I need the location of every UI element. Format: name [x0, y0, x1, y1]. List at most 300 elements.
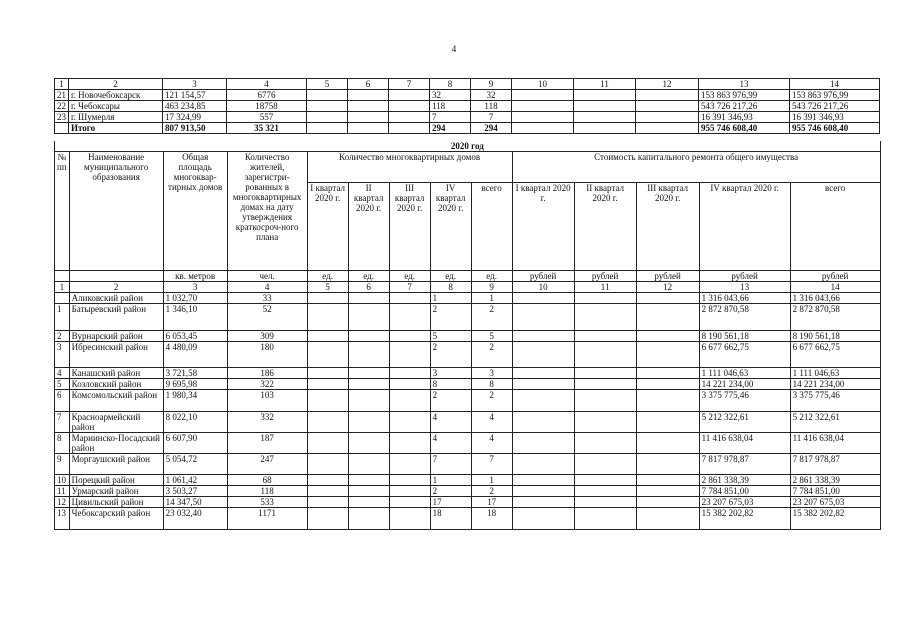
cell-area: 6 053,45	[163, 331, 227, 342]
cell-c4: 15 382 202,82	[699, 508, 790, 530]
cell-c3	[636, 508, 699, 530]
cell-total: 18	[471, 508, 512, 530]
cell-c1	[512, 412, 574, 433]
header-name: Наименование муниципального образования	[69, 152, 163, 271]
column-number: 9	[471, 79, 512, 90]
cell-name: Мариинско-Посадский район	[69, 433, 163, 454]
cell-n: 2	[55, 331, 70, 342]
cell-c3	[636, 486, 699, 497]
cell-c1	[512, 293, 574, 304]
table-row	[55, 497, 881, 508]
cell-q4: 7	[430, 112, 471, 123]
cell-c4: 14 221 234,00	[699, 379, 790, 390]
cell-residents: 18758	[227, 101, 307, 112]
header-c2: II квартал 2020 г.	[574, 183, 636, 271]
cell-residents: 103	[227, 390, 307, 412]
cell-ctotal: 15 382 202,82	[790, 508, 880, 530]
cell-total: 17	[471, 497, 512, 508]
cell-n: 5	[55, 379, 70, 390]
cell-c1	[512, 331, 574, 342]
cell-q2	[348, 433, 389, 454]
cell-q4: 1	[430, 293, 471, 304]
cell-residents: 35 321	[227, 123, 307, 134]
header-q3: III квартал 2020 г.	[389, 183, 430, 271]
cell-q4: 2	[430, 390, 471, 412]
cell-residents: 309	[227, 331, 307, 342]
cell-c4: 2 861 338,39	[699, 475, 790, 486]
cell-residents: 533	[227, 497, 307, 508]
cell-total: 7	[471, 454, 512, 475]
table-row	[55, 508, 881, 530]
column-number: 1	[55, 282, 70, 293]
cell-q1	[307, 331, 348, 342]
cell-c4: 8 190 561,18	[699, 331, 790, 342]
cell-q1	[307, 486, 348, 497]
cell-q2	[348, 379, 389, 390]
cell-c4: 1 316 043,66	[699, 293, 790, 304]
cell-q2	[348, 475, 389, 486]
cell-ctotal: 23 207 675,03	[790, 497, 880, 508]
column-number: 1	[55, 79, 69, 90]
cell-residents: 557	[227, 112, 307, 123]
table-row	[55, 293, 881, 304]
cell-q4: 32	[430, 90, 471, 101]
cell-n: 11	[55, 486, 70, 497]
cell-c3	[636, 433, 699, 454]
cell-q2	[348, 412, 389, 433]
table-row	[55, 123, 880, 134]
cell-ctotal: 6 677 662,75	[790, 342, 880, 368]
cell-q1	[307, 433, 348, 454]
column-number: 4	[227, 79, 307, 90]
cell-c1	[512, 112, 574, 123]
unit-q4: ед.	[430, 271, 471, 282]
cell-q2	[348, 90, 389, 101]
column-number: 3	[163, 79, 227, 90]
cell-residents: 322	[227, 379, 307, 390]
column-number: 5	[307, 79, 348, 90]
cell-total: 2	[471, 342, 512, 368]
cell-ctotal: 3 375 775,46	[790, 390, 880, 412]
cell-area: 8 022,10	[163, 412, 227, 433]
column-number: 3	[163, 282, 227, 293]
column-number: 12	[636, 282, 699, 293]
cell-c4: 955 746 608,40	[699, 123, 790, 134]
cell-residents: 33	[227, 293, 307, 304]
cell-c2	[574, 390, 636, 412]
header-houses-group: Количество многоквартирных домов	[307, 152, 512, 183]
cell-q3	[389, 304, 430, 331]
cell-name: г. Новочебоксарск	[69, 90, 163, 101]
column-number: 13	[699, 282, 790, 293]
cell-ctotal: 14 221 234,00	[790, 379, 880, 390]
cell-q3	[389, 123, 430, 134]
cell-c2	[574, 508, 636, 530]
cell-q1	[307, 90, 348, 101]
cell-residents: 6776	[227, 90, 307, 101]
cell-q4: 2	[430, 486, 471, 497]
cell-q2	[348, 368, 389, 379]
cell-n: 1	[55, 304, 70, 331]
cell-total: 7	[471, 112, 512, 123]
cell-c3	[636, 454, 699, 475]
cell-area: 14 347,50	[163, 497, 227, 508]
cell-c1	[512, 90, 574, 101]
cell-c1	[512, 304, 574, 331]
cell-q2	[348, 508, 389, 530]
cell-c3	[636, 390, 699, 412]
cell-q4: 1	[430, 475, 471, 486]
cell-c3	[636, 90, 699, 101]
cell-c2	[574, 90, 636, 101]
cell-q4: 7	[430, 454, 471, 475]
cell-c3	[636, 342, 699, 368]
unit-num	[55, 271, 70, 282]
header-c3: III квартал 2020 г.	[636, 183, 699, 271]
cell-ctotal: 2 861 338,39	[790, 475, 880, 486]
cell-total: 4	[471, 433, 512, 454]
cell-c1	[512, 475, 574, 486]
cell-c2	[574, 331, 636, 342]
cell-n: 4	[55, 368, 70, 379]
cell-name: Красноармейский район	[69, 412, 163, 433]
column-number: 13	[699, 79, 790, 90]
cell-q2	[348, 390, 389, 412]
cell-name: Итого	[69, 123, 163, 134]
cell-q4: 4	[430, 412, 471, 433]
cell-q3	[389, 486, 430, 497]
cell-c1	[512, 390, 574, 412]
cell-total: 1	[471, 293, 512, 304]
cell-q3	[389, 101, 430, 112]
cell-c1	[512, 508, 574, 530]
cell-c1	[512, 454, 574, 475]
cell-q4: 5	[430, 331, 471, 342]
cell-q2	[348, 123, 389, 134]
cell-name: Комсомольский район	[69, 390, 163, 412]
table-row	[55, 390, 881, 412]
cell-q1	[307, 101, 348, 112]
cell-c1	[512, 497, 574, 508]
cell-c3	[636, 123, 699, 134]
cell-q1	[307, 497, 348, 508]
cell-q1	[307, 293, 348, 304]
cell-name: г. Шумерля	[69, 112, 163, 123]
cell-ctotal: 5 212 322,61	[790, 412, 880, 433]
cell-q2	[348, 112, 389, 123]
cell-c4: 7 784 851,00	[699, 486, 790, 497]
cell-ctotal: 955 746 608,40	[790, 123, 880, 134]
cell-q4: 2	[430, 342, 471, 368]
unit-q2: ед.	[348, 271, 389, 282]
year-heading-row	[55, 141, 881, 152]
cell-q3	[389, 379, 430, 390]
table-row	[55, 304, 881, 331]
column-number: 5	[307, 282, 348, 293]
cell-q3	[389, 112, 430, 123]
cell-c1	[512, 433, 574, 454]
cell-c2	[574, 101, 636, 112]
unit-c2: рублей	[574, 271, 636, 282]
column-number: 4	[227, 282, 307, 293]
cell-c3	[636, 304, 699, 331]
header-total: всего	[471, 183, 512, 271]
cell-c2	[574, 454, 636, 475]
table-row	[55, 454, 881, 475]
cell-q3	[389, 331, 430, 342]
cell-residents: 52	[227, 304, 307, 331]
table-row	[55, 486, 881, 497]
cell-q2	[348, 304, 389, 331]
cell-name: Чебоксарский район	[69, 508, 163, 530]
cell-name: Козловский район	[69, 379, 163, 390]
cell-area: 1 980,34	[163, 390, 227, 412]
header-c4: IV квартал 2020 г.	[699, 183, 790, 271]
table-row	[55, 433, 881, 454]
cell-area: 1 346,10	[163, 304, 227, 331]
cell-area: 463 234,85	[163, 101, 227, 112]
cell-n: 3	[55, 342, 70, 368]
cell-c4: 2 872 870,58	[699, 304, 790, 331]
cell-q1	[307, 112, 348, 123]
table-row	[55, 368, 881, 379]
column-number: 7	[389, 79, 430, 90]
cell-name: Батыревский район	[69, 304, 163, 331]
cell-q2	[348, 454, 389, 475]
cell-q1	[307, 412, 348, 433]
cell-area: 17 324,99	[163, 112, 227, 123]
cell-q3	[389, 368, 430, 379]
cell-q4: 4	[430, 433, 471, 454]
header-num: № пп	[55, 152, 70, 271]
cell-q4: 3	[430, 368, 471, 379]
column-number: 14	[790, 79, 880, 90]
column-number: 7	[389, 282, 430, 293]
cell-q3	[389, 412, 430, 433]
table-row	[55, 379, 881, 390]
cell-q1	[307, 342, 348, 368]
unit-name	[69, 271, 163, 282]
column-number: 11	[574, 79, 636, 90]
column-number: 12	[636, 79, 699, 90]
table-row	[55, 90, 880, 101]
cell-q3	[389, 342, 430, 368]
cell-name: Порецкий район	[69, 475, 163, 486]
cell-ctotal: 2 872 870,58	[790, 304, 880, 331]
top-column-numbers-row	[55, 79, 880, 90]
cell-q1	[307, 390, 348, 412]
cell-name: Моргаушский район	[69, 454, 163, 475]
cell-total: 2	[471, 486, 512, 497]
cell-residents: 118	[227, 486, 307, 497]
cell-n: 7	[55, 412, 70, 433]
cell-q1	[307, 368, 348, 379]
cell-q1	[307, 508, 348, 530]
header-q1: I квартал 2020 г.	[307, 183, 348, 271]
cell-q3	[389, 90, 430, 101]
unit-ctotal: рублей	[790, 271, 880, 282]
cell-total: 118	[471, 101, 512, 112]
cell-c4: 7 817 978,87	[699, 454, 790, 475]
cell-total: 3	[471, 368, 512, 379]
cell-q4: 17	[430, 497, 471, 508]
cell-name: г. Чебоксары	[69, 101, 163, 112]
cell-total: 32	[471, 90, 512, 101]
cell-q3	[389, 390, 430, 412]
column-number: 10	[512, 79, 574, 90]
cell-q3	[389, 497, 430, 508]
cell-q2	[348, 497, 389, 508]
table-row	[55, 475, 881, 486]
cell-n: 22	[55, 101, 69, 112]
cell-residents: 247	[227, 454, 307, 475]
cell-c3	[636, 112, 699, 123]
cell-q2	[348, 342, 389, 368]
cell-n: 13	[55, 508, 70, 530]
cell-area: 23 032,40	[163, 508, 227, 530]
cell-ctotal: 153 863 976,99	[790, 90, 880, 101]
cell-c3	[636, 475, 699, 486]
main-table	[54, 141, 881, 530]
cell-q4: 8	[430, 379, 471, 390]
unit-total: ед.	[471, 271, 512, 282]
cell-name: Вурнарский район	[69, 331, 163, 342]
unit-residents: чел.	[227, 271, 307, 282]
cell-n: 21	[55, 90, 69, 101]
cell-c3	[636, 331, 699, 342]
unit-c1: рублей	[512, 271, 574, 282]
unit-q3: ед.	[389, 271, 430, 282]
table-row	[55, 342, 881, 368]
cell-area: 3 503,27	[163, 486, 227, 497]
unit-q1: ед.	[307, 271, 348, 282]
cell-c1	[512, 368, 574, 379]
cell-ctotal: 543 726 217,26	[790, 101, 880, 112]
cell-total: 8	[471, 379, 512, 390]
cell-q1	[307, 475, 348, 486]
cell-q4: 18	[430, 508, 471, 530]
group-header-row	[55, 152, 881, 183]
cell-ctotal: 1 111 046,63	[790, 368, 880, 379]
cell-q3	[389, 433, 430, 454]
cell-c3	[636, 293, 699, 304]
column-number: 9	[471, 282, 512, 293]
column-number: 6	[348, 79, 389, 90]
cell-c1	[512, 379, 574, 390]
table-row	[55, 412, 881, 433]
column-number: 2	[69, 79, 163, 90]
cell-ctotal: 1 316 043,66	[790, 293, 880, 304]
cell-ctotal: 7 784 851,00	[790, 486, 880, 497]
cell-c2	[574, 112, 636, 123]
cell-q2	[348, 486, 389, 497]
cell-n: 6	[55, 390, 70, 412]
cell-q4: 294	[430, 123, 471, 134]
cell-residents: 186	[227, 368, 307, 379]
cell-c3	[636, 497, 699, 508]
cell-ctotal: 11 416 638,04	[790, 433, 880, 454]
cell-q4: 2	[430, 304, 471, 331]
cell-area: 121 154,57	[163, 90, 227, 101]
cell-q3	[389, 293, 430, 304]
cell-c2	[574, 486, 636, 497]
column-number: 6	[348, 282, 389, 293]
cell-total: 1	[471, 475, 512, 486]
column-number: 14	[790, 282, 880, 293]
header-c1: I квартал 2020 г.	[512, 183, 574, 271]
unit-c4: рублей	[699, 271, 790, 282]
cell-c3	[636, 379, 699, 390]
cell-c4: 543 726 217,26	[699, 101, 790, 112]
cell-q3	[389, 508, 430, 530]
cell-q4: 118	[430, 101, 471, 112]
cell-residents: 68	[227, 475, 307, 486]
table-row	[55, 112, 880, 123]
header-cost-group: Стоимость капитального ремонта общего имущества	[512, 152, 880, 183]
cell-c4: 153 863 976,99	[699, 90, 790, 101]
cell-name: Урмарский район	[69, 486, 163, 497]
top-table	[54, 78, 880, 134]
cell-q3	[389, 454, 430, 475]
cell-q3	[389, 475, 430, 486]
cell-name: Аликовский район	[69, 293, 163, 304]
cell-total: 294	[471, 123, 512, 134]
cell-c2	[574, 412, 636, 433]
year-heading: 2020 год	[55, 141, 881, 152]
cell-n: 12	[55, 497, 70, 508]
cell-c4: 3 375 775,46	[699, 390, 790, 412]
cell-n: 8	[55, 433, 70, 454]
cell-c2	[574, 497, 636, 508]
header-ctotal: всего	[790, 183, 880, 271]
cell-n: 9	[55, 454, 70, 475]
cell-area: 6 607,90	[163, 433, 227, 454]
cell-total: 2	[471, 390, 512, 412]
cell-area: 3 721,58	[163, 368, 227, 379]
cell-c2	[574, 304, 636, 331]
cell-area: 1 061,42	[163, 475, 227, 486]
cell-n: 10	[55, 475, 70, 486]
cell-c4: 6 677 662,75	[699, 342, 790, 368]
cell-name: Цивильский район	[69, 497, 163, 508]
cell-c3	[636, 368, 699, 379]
cell-q1	[307, 123, 348, 134]
cell-area: 807 913,50	[163, 123, 227, 134]
cell-ctotal: 7 817 978,87	[790, 454, 880, 475]
cell-area: 9 695,98	[163, 379, 227, 390]
cell-c2	[574, 433, 636, 454]
cell-c2	[574, 293, 636, 304]
cell-ctotal: 16 391 346,93	[790, 112, 880, 123]
cell-name: Ибресинский район	[69, 342, 163, 368]
cell-c2	[574, 379, 636, 390]
cell-area: 1 032,70	[163, 293, 227, 304]
column-number: 8	[430, 79, 471, 90]
units-row	[55, 271, 881, 282]
cell-c2	[574, 475, 636, 486]
cell-residents: 1171	[227, 508, 307, 530]
cell-c4: 11 416 638,04	[699, 433, 790, 454]
column-number: 2	[69, 282, 163, 293]
cell-c2	[574, 123, 636, 134]
cell-total: 2	[471, 304, 512, 331]
column-number: 11	[574, 282, 636, 293]
cell-residents: 332	[227, 412, 307, 433]
cell-ctotal: 8 190 561,18	[790, 331, 880, 342]
page-number: 4	[451, 44, 457, 54]
cell-c3	[636, 101, 699, 112]
cell-c4: 23 207 675,03	[699, 497, 790, 508]
